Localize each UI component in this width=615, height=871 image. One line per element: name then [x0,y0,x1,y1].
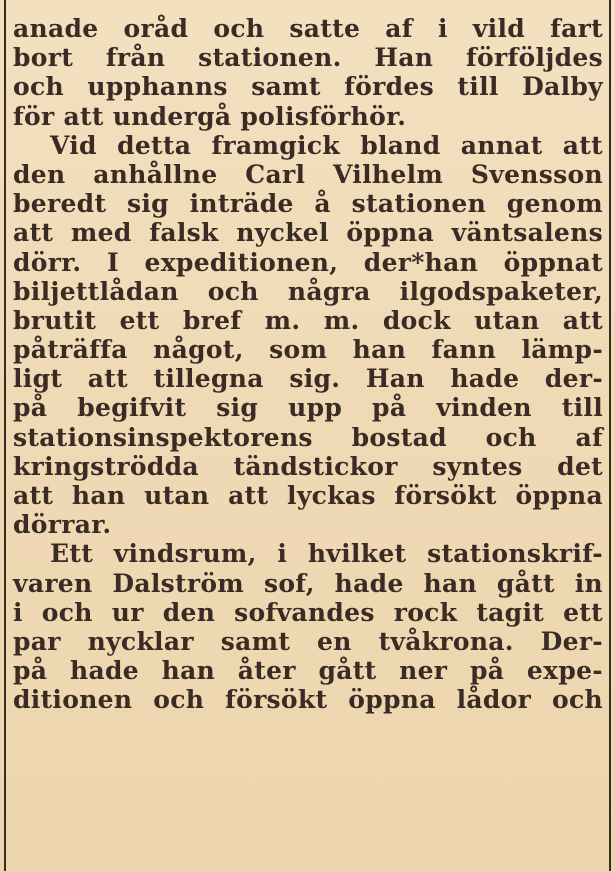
text-line: ligt att tillegna sig. Han hade der- [13,364,603,394]
text-line: biljettlådan och några ilgodspaketer, [13,276,603,306]
text-line: att han utan att lyckas försökt öppna [13,481,603,510]
paragraph-3 [13,539,603,714]
paragraph-2 [13,131,603,540]
text-line: par nycklar samt en tvåkrona. Der- [13,626,603,656]
paragraph-1 [13,14,603,131]
text-line: på begifvit sig upp på vinden till [13,393,603,423]
text-line: påträffa något, som han fann lämp- [13,335,603,365]
text-line: kringströdda tändstickor syntes det [13,451,603,481]
text-line: dörr. I expeditionen, der*han öppnat [13,247,603,277]
text-line: Vid detta framgick bland annat att [50,130,603,160]
text-line: ditionen och försökt öppna lådor och [13,685,603,715]
text-line: beredt sig inträde å stationen genom [13,189,603,219]
text-line: dörrar. [13,510,112,540]
text-line: och upphanns samt fördes till Dalby [13,72,603,102]
text-line: brutit ett bref m. m. dock utan att [13,305,603,335]
text-line: för att undergå polisförhör. [13,101,407,131]
text-line: bort från stationen. Han förföljdes [13,43,603,73]
column-rule-left [4,0,6,871]
text-line: varen Dalström sof, hade han gått in [13,568,603,598]
text-line: i och ur den sofvandes rock tagit ett [13,597,603,627]
text-line: Ett vindsrum, i hvilket stationskrif- [50,539,603,569]
text-line: stationsinspektorens bostad och af [13,422,603,452]
text-line: på hade han åter gått ner på expe- [13,656,603,686]
text-line: att med falsk nyckel öppna väntsalens [13,218,603,248]
text-line: anade oråd och satte af i vild fart [13,14,603,43]
text-line: den anhållne Carl Vilhelm Svensson [13,159,603,189]
column-rule-right [609,0,611,871]
article-column [13,14,603,715]
